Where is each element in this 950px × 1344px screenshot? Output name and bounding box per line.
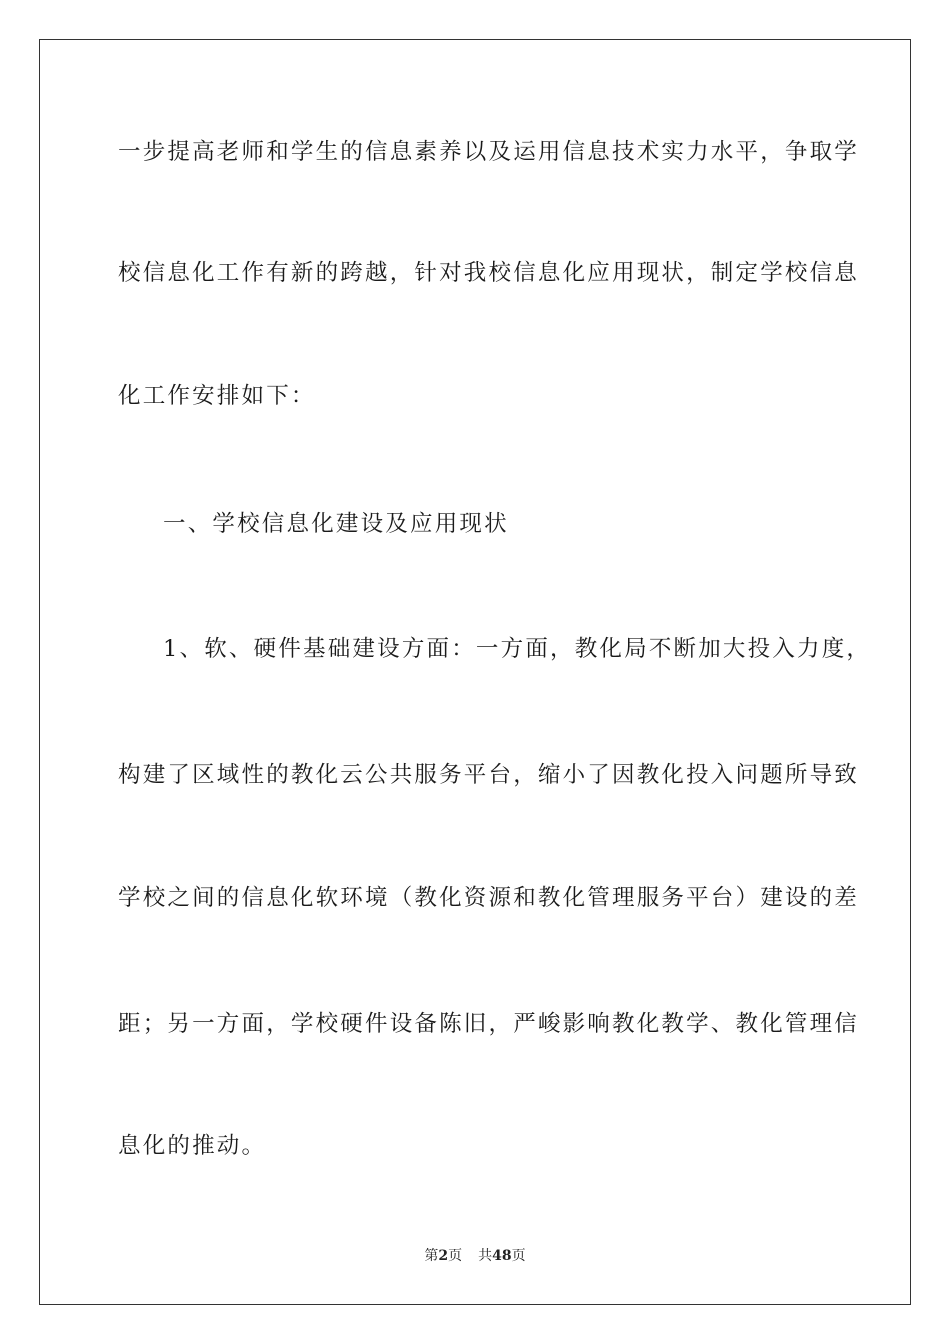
- total-suffix: 页: [511, 1248, 526, 1264]
- text-line-2: 校信息化工作有新的跨越，针对我校信息化应用现状，制定学校信息: [118, 260, 860, 286]
- text-line-5: 1、软、硬件基础建设方面：一方面，教化局不断加大投入力度，: [163, 636, 872, 662]
- page-suffix: 页: [448, 1248, 463, 1264]
- section-heading: 一、学校信息化建设及应用现状: [163, 511, 509, 537]
- page-footer: [0, 1246, 950, 1266]
- total-prefix: 共: [478, 1248, 493, 1264]
- text-line-9: 息化的推动。: [118, 1133, 267, 1159]
- page-border: [39, 39, 911, 1305]
- text-line-7: 学校之间的信息化软环境（教化资源和教化管理服务平台）建设的差: [118, 885, 860, 911]
- page-number: 2: [438, 1248, 449, 1264]
- total-pages: 48: [492, 1248, 512, 1264]
- text-line-1: 一步提高老师和学生的信息素养以及运用信息技术实力水平，争取学: [118, 139, 860, 165]
- text-line-3: 化工作安排如下：: [118, 383, 316, 409]
- text-line-6: 构建了区域性的教化云公共服务平台，缩小了因教化投入问题所导致: [118, 762, 860, 788]
- page-prefix: 第: [424, 1248, 439, 1264]
- text-line-8: 距；另一方面，学校硬件设备陈旧，严峻影响教化教学、教化管理信: [118, 1011, 860, 1037]
